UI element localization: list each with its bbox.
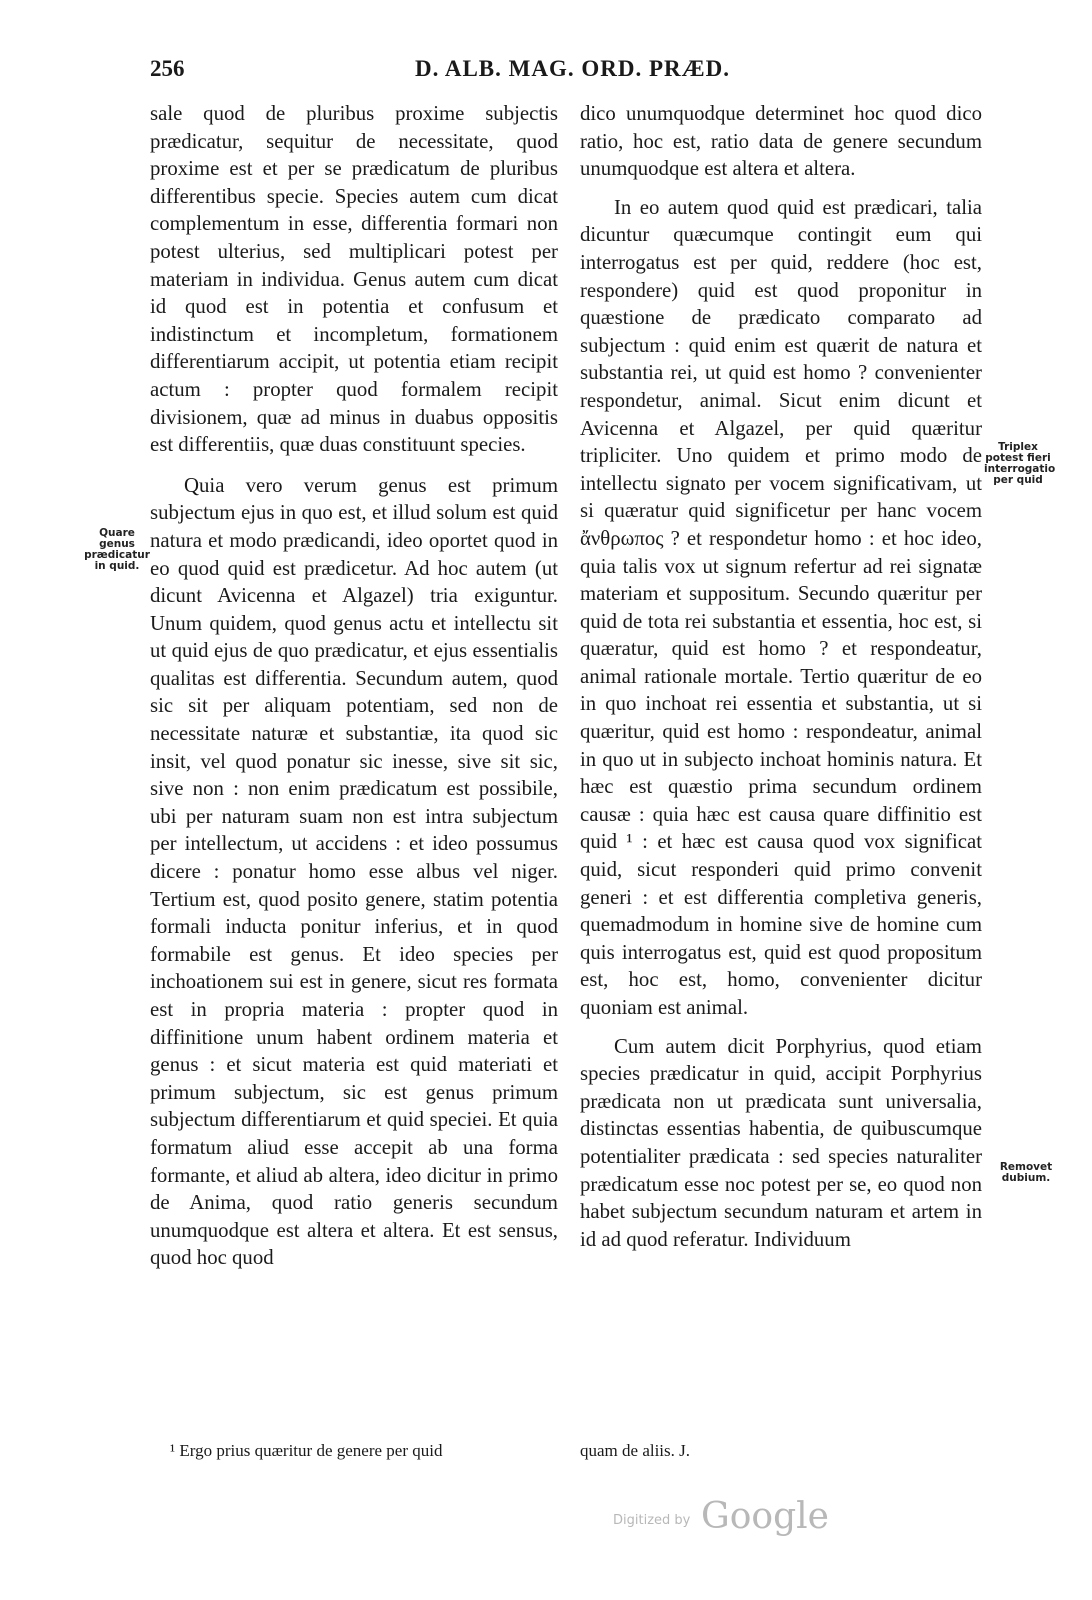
page-header (150, 56, 980, 88)
paragraph: Quia vero verum genus est primum subjectum ejus in quo est, et illud solum est quid natura et modo prædicandi, ideo oportet quod in eo quod quid est prædicetur. Ad hoc autem (ut dicunt Avicenna et Algazel) tria exiguntur. Unum quidem, quod genus actu et intellectu sit ut quid ejus de quo prædicatur, et ejus essentialis qualitas est differentia. Secundum autem, quod sic sit per aliquam potentiam, sed non de necessitate naturæ et substantiæ, ita quod sic insit, vel quod ponatur sic inesse, sive sit sic, sive non : non enim prædicatum est possibile, ubi per naturam suam non est intra subjectum per intellectum, ut accidens : et ideo possumus dicere : ponatur homo esse albus vel niger. Tertium est, quod posito genere, statim potentia formali inducta ponitur inferius, et in quod formabile est genus. Et ideo species per inchoationem sui est in genere, sicut res formata est in propria materia : propter quod in diffinitione unum habent ordinem materia et genus : et sicut materia est quid materiati et primum subjectum, sic est genus primum subjectum differentiarum et quid speciei. Et quia formatum aliud esse accepit ab una forma formante, et aliud ab altera, ideo dicitur in primo de Anima, quod ratio generis secundum unumquodque est altera et altera. Et est sensus, quod hoc quod (150, 473, 558, 1270)
margin-note-right: Removet dubium. (999, 1161, 1053, 1184)
margin-note-right: Triplex potest fieri interrogatio per quid (984, 441, 1056, 486)
footnote-text: ¹ Ergo prius quæritur de genere per quid (170, 1441, 443, 1460)
google-logo: Google (701, 1496, 829, 1537)
watermark-caption: Digitized by (613, 1513, 691, 1528)
paragraph: Cum autem dicit Porphyrius, quod etiam species prædicatur in quid, accipit Porphyrius prædicata non ut prædicata sunt universalia, distinctas essentias habentia, de quibuscumque potentialiter prædicata : sed species naturaliter prædicatum esse noc potest per se, eo quod non habet subjectum secundum naturam et artem in id ad quod referatur. Individuum (580, 1034, 982, 1251)
running-title: D. ALB. MAG. ORD. PRÆD. (415, 56, 730, 81)
paragraph: In eo autem quod quid est prædicari, talia dicuntur quæcumque contingit eum qui interrogatus est per quid, reddere (hoc est, respondere) quid est quod proponitur in quæstione de prædicato comparato ad subjectum : quid enim est quærit de natura et substantia rei, ut quid est homo ? convenienter respondetur, animal. Sicut enim dicunt et Avicenna et Algazel, per quid quæritur tripliciter. Uno quidem et primo modo de intellectu signato per vocem significativam, ut si quæratur quid significetur per hanc vocem ἄνθρωπος ? et respondetur homo : et hoc ideo, quia talis vox ut signum refertur ad rei signatæ materiam et suppositum. Secundo quæritur per quid de tota rei substantia et essentia, hoc est, si quæratur, quid est homo ? et respondeatur, animal rationale mortale. Tertio quæritur de eo in quo inchoat rei essentia et substantia, ut si quæritur, quid est homo : respondeatur, animal in quo ut in subjecto inchoat hominis natura. Et hæc est quæstio prima secundum ordinem causæ : quia hæc est causa quare diffinitio est quid ¹ : et hæc est causa quod vox significat quid, sicut responderi quid primo convenit generi : et est differentia completiva generis, quemadmodum in homine sive de homine cum quis interrogatus est, quid est quod propositum est, hoc est, homo, convenienter dicitur quoniam est animal. (580, 195, 982, 1019)
digitized-watermark (613, 1496, 853, 1542)
left-column (150, 100, 558, 1283)
margin-note-left: Quare genus prædicatur in quid. (84, 527, 150, 572)
footnote-text: quam de aliis. J. (580, 1441, 691, 1460)
page-number: 256 (150, 56, 185, 81)
right-column (580, 100, 982, 1264)
paragraph: sale quod de pluribus proxime subjectis prædicatur, sequitur de necessitate, quod proxime est et per se prædicatum de pluribus differentibus specie. Species autem cum dicat complementum in esse, differentia formari non potest ulterius, sed multiplicari potest per materiam in individua. Genus autem cum dicat id quod est in potentia et confusum et indistinctum et incompletum, formationem differentiarum accipit, ut potentia etiam recipit actum : propter quod formalem recipit divisionem, quæ ad minus in duabus oppositis est differentiis, quæ duas constituunt species. (150, 102, 558, 457)
paragraph: dico unumquodque determinet hoc quod dico ratio, hoc est, ratio data de genere secundum unumquodque est altera et altera. (580, 102, 982, 181)
